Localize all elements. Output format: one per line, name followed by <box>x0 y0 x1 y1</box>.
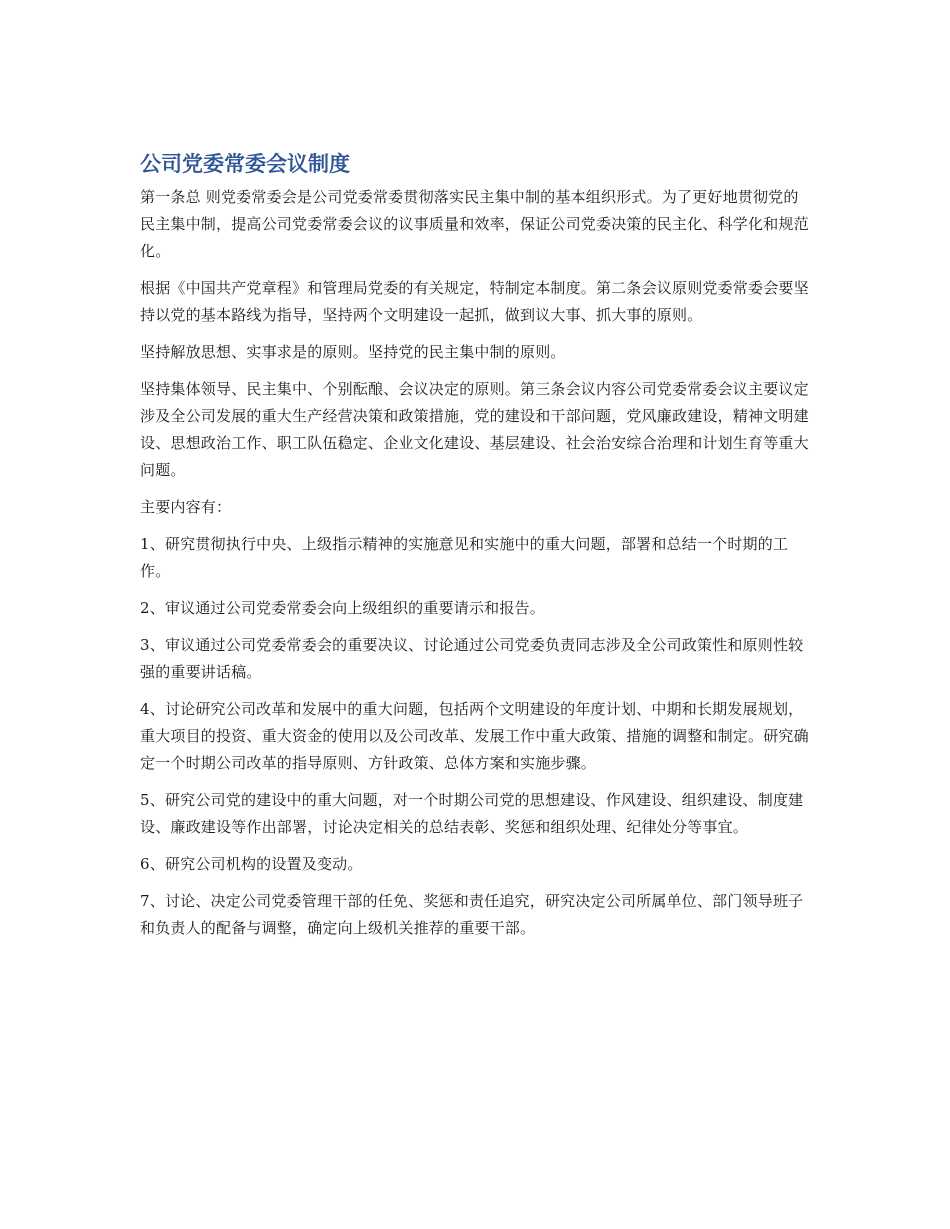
list-item-5: 5、研究公司党的建设中的重大问题，对一个时期公司党的思想建设、作风建设、组织建设、制度建设、廉政建设等作出部署，讨论决定相关的总结表彰、奖惩和组织处理、纪律处分等事宜。 <box>140 791 804 836</box>
list-item-1: 1、研究贯彻执行中央、上级指示精神的实施意见和实施中的重大问题，部署和总结一个时期的工作。 <box>140 535 789 580</box>
list-item-6: 6、研究公司机构的设置及变动。 <box>140 855 363 873</box>
list-item-4: 4、讨论研究公司改革和发展中的重大问题，包括两个文明建设的年度计划、中期和长期发展规划，重大项目的投资、重大资金的使用以及公司改革、发展工作中重大政策、措施的调整和制定。研究确定一个时期公司改革的指导原则、方针政策、总体方案和实施步骤。 <box>140 700 809 772</box>
document-page <box>140 150 810 952</box>
list-item-2: 2、审议通过公司党委常委会向上级组织的重要请示和报告。 <box>140 599 545 617</box>
document-title: 公司党委常委会议制度 <box>140 152 350 176</box>
paragraph-article-2: 根据《中国共产党章程》和管理局党委的有关规定，特制定本制度。第二条会议原则党委常委会要坚持以党的基本路线为指导，坚持两个文明建设一起抓，做到议大事、抓大事的原则。 <box>140 279 809 324</box>
list-item-3: 3、审议通过公司党委常委会的重要决议、讨论通过公司党委负责同志涉及全公司政策性和原则性较强的重要讲话稿。 <box>140 636 804 681</box>
paragraph-main-content-heading: 主要内容有： <box>140 498 232 516</box>
paragraph-article-3: 坚持集体领导、民主集中、个别酝酿、会议决定的原则。第三条会议内容公司党委常委会议主要议定涉及全公司发展的重大生产经营决策和政策措施，党的建设和干部问题，党风廉政建设，精神文明建设、思想政治工作、职工队伍稳定、企业文化建设、基层建设、社会治安综合治理和计划生育等重大问题。 <box>140 380 809 479</box>
paragraph-principle: 坚持解放思想、实事求是的原则。坚持党的民主集中制的原则。 <box>140 343 566 361</box>
list-item-7: 7、讨论、决定公司党委管理干部的任免、奖惩和责任追究，研究决定公司所属单位、部门领导班子和负责人的配备与调整，确定向上级机关推荐的重要干部。 <box>140 892 804 937</box>
paragraph-article-1: 第一条总 则党委常委会是公司党委常委贯彻落实民主集中制的基本组织形式。为了更好地贯彻党的民主集中制，提高公司党委常委会议的议事质量和效率，保证公司党委决策的民主化、科学化和规范化。 <box>140 188 809 260</box>
